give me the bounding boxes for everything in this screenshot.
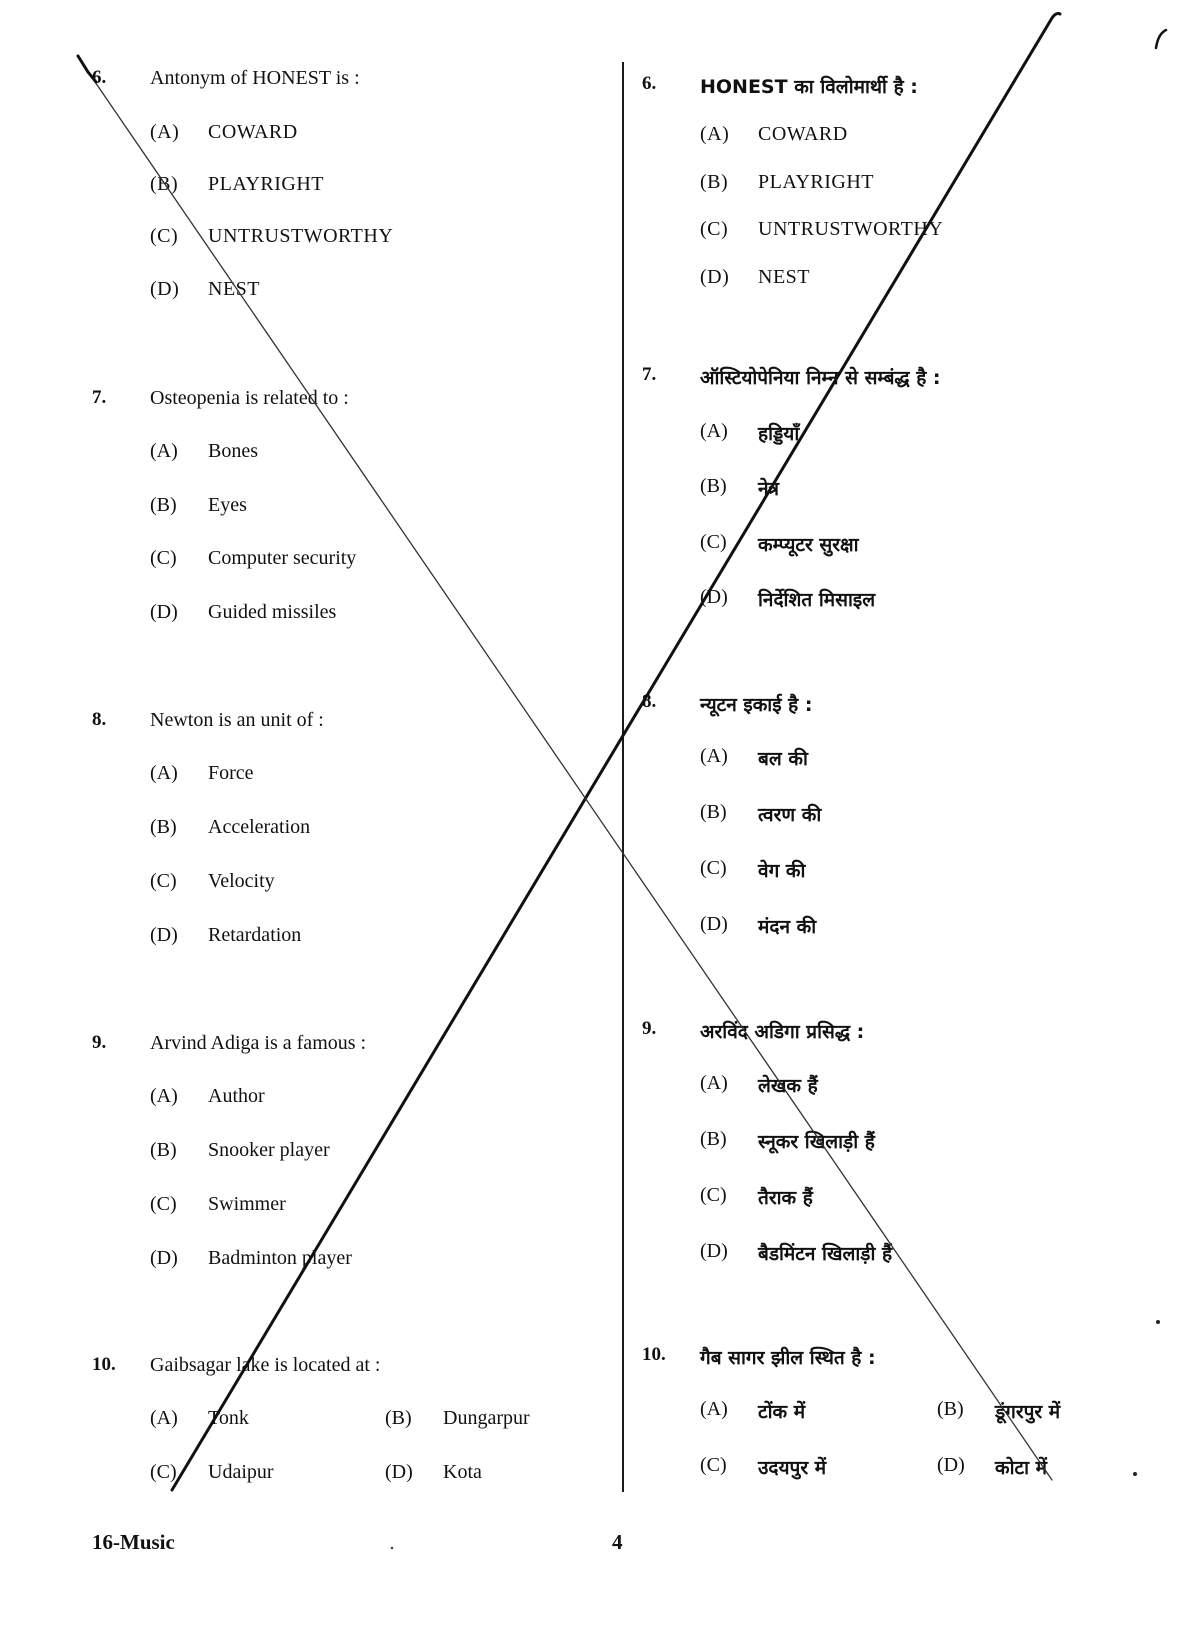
option-label: (C) bbox=[150, 1193, 177, 1215]
question-text: ऑस्टियोपेनिया निम्न से सम्बंद्ध है : bbox=[700, 367, 941, 389]
pen-mark-top-right bbox=[1156, 30, 1166, 48]
option-label: (C) bbox=[700, 1184, 727, 1206]
option-text: कोटा में bbox=[995, 1457, 1047, 1479]
option-label: (B) bbox=[150, 1139, 177, 1161]
option-text: Guided missiles bbox=[208, 601, 337, 623]
option-label: (D) bbox=[700, 266, 730, 288]
option-label: (B) bbox=[385, 1407, 412, 1429]
option-text: निर्देशित मिसाइल bbox=[758, 589, 876, 611]
option-text: उदयपुर में bbox=[758, 1457, 827, 1479]
option-text: Dungarpur bbox=[443, 1407, 530, 1429]
option-label: (A) bbox=[700, 745, 728, 767]
question-text: न्यूटन इकाई है : bbox=[700, 694, 813, 716]
question-text: Arvind Adiga is a famous : bbox=[150, 1032, 367, 1054]
option-label: (A) bbox=[150, 121, 180, 143]
option-text: टोंक में bbox=[758, 1401, 806, 1423]
option-text: Snooker player bbox=[208, 1139, 330, 1161]
option-text: Acceleration bbox=[208, 816, 311, 838]
question-text: गैब सागर झील स्थित है : bbox=[700, 1347, 876, 1369]
option-label: (B) bbox=[700, 801, 727, 823]
option-label: (A) bbox=[700, 123, 730, 145]
option-text: Swimmer bbox=[208, 1193, 286, 1215]
question-number: 10. bbox=[642, 1344, 666, 1365]
page-number: 4 bbox=[612, 1530, 623, 1554]
option-text: Velocity bbox=[208, 870, 275, 892]
option-label: (D) bbox=[937, 1454, 965, 1476]
question-text: HONEST का विलोमार्थी है : bbox=[700, 76, 918, 98]
stray-dot bbox=[1133, 1472, 1137, 1476]
option-text: UNTRUSTWORTHY bbox=[758, 218, 944, 240]
option-text: स्नूकर खिलाड़ी हैं bbox=[758, 1131, 875, 1153]
option-label: (D) bbox=[150, 1247, 178, 1269]
option-label: (A) bbox=[150, 440, 178, 462]
option-label: (B) bbox=[150, 816, 177, 838]
option-text: कम्प्यूटर सुरक्षा bbox=[758, 534, 859, 556]
option-text: लेखक हैं bbox=[758, 1075, 818, 1097]
option-text: COWARD bbox=[208, 121, 298, 143]
option-label: (B) bbox=[700, 171, 729, 193]
option-label: (C) bbox=[700, 531, 727, 553]
option-label: (B) bbox=[150, 173, 179, 195]
option-label: (A) bbox=[700, 1398, 728, 1420]
option-label: (A) bbox=[150, 762, 178, 784]
option-label: (C) bbox=[150, 225, 179, 247]
option-text: PLAYRIGHT bbox=[758, 171, 874, 193]
option-label: (D) bbox=[385, 1461, 413, 1483]
option-text: NEST bbox=[758, 266, 810, 288]
option-text: Force bbox=[208, 762, 254, 784]
option-label: (B) bbox=[150, 494, 177, 516]
option-text: Author bbox=[208, 1085, 265, 1107]
option-label: (C) bbox=[700, 857, 727, 879]
column-divider bbox=[622, 62, 624, 1492]
option-label: (D) bbox=[700, 586, 728, 608]
option-text: Badminton player bbox=[208, 1247, 352, 1269]
option-text: UNTRUSTWORTHY bbox=[208, 225, 394, 247]
option-label: (D) bbox=[700, 913, 728, 935]
option-label: (C) bbox=[150, 870, 177, 892]
option-label: (C) bbox=[700, 1454, 727, 1476]
option-label: (D) bbox=[700, 1240, 728, 1262]
question-number: 8. bbox=[642, 691, 657, 712]
option-text: बल की bbox=[758, 748, 808, 770]
stray-dot bbox=[391, 1547, 394, 1550]
stray-dot bbox=[1156, 1320, 1160, 1324]
option-label: (D) bbox=[150, 924, 178, 946]
option-text: Udaipur bbox=[208, 1461, 274, 1483]
option-text: बैडमिंटन खिलाड़ी हैं bbox=[758, 1243, 893, 1265]
option-label: (C) bbox=[150, 547, 177, 569]
option-label: (D) bbox=[150, 278, 180, 300]
option-text: Bones bbox=[208, 440, 258, 462]
option-text: Retardation bbox=[208, 924, 302, 946]
option-text: त्वरण की bbox=[758, 804, 822, 826]
option-text: मंदन की bbox=[758, 916, 817, 938]
question-text: Newton is an unit of : bbox=[150, 709, 324, 731]
option-label: (B) bbox=[700, 1128, 727, 1150]
option-label: (B) bbox=[700, 475, 727, 497]
question-text: Gaibsagar lake is located at : bbox=[150, 1354, 381, 1376]
option-label: (A) bbox=[150, 1407, 178, 1429]
option-text: तैराक हैं bbox=[758, 1187, 813, 1209]
question-number: 6. bbox=[642, 73, 657, 94]
question-text: अरविंद अडिगा प्रसिद्ध : bbox=[700, 1021, 865, 1043]
option-label: (D) bbox=[150, 601, 178, 623]
option-label: (C) bbox=[150, 1461, 177, 1483]
option-label: (A) bbox=[150, 1085, 178, 1107]
option-text: नेत्र bbox=[758, 478, 780, 500]
option-text: Computer security bbox=[208, 547, 357, 569]
option-text: डूंगरपुर में bbox=[995, 1401, 1061, 1423]
question-text: Antonym of HONEST is : bbox=[150, 67, 360, 89]
option-text: COWARD bbox=[758, 123, 848, 145]
question-number: 9. bbox=[92, 1032, 107, 1053]
option-text: हड्डियाँ bbox=[758, 423, 800, 445]
option-text: NEST bbox=[208, 278, 260, 300]
option-text: Kota bbox=[443, 1461, 482, 1483]
option-text: वेग की bbox=[758, 860, 806, 882]
question-number: 9. bbox=[642, 1018, 657, 1039]
question-number: 7. bbox=[642, 364, 657, 385]
option-label: (A) bbox=[700, 1072, 728, 1094]
question-number: 8. bbox=[92, 709, 107, 730]
question-number: 6. bbox=[92, 67, 107, 88]
question-text: Osteopenia is related to : bbox=[150, 387, 349, 409]
option-text: Tonk bbox=[208, 1407, 249, 1429]
option-label: (B) bbox=[937, 1398, 964, 1420]
option-text: PLAYRIGHT bbox=[208, 173, 324, 195]
question-number: 7. bbox=[92, 387, 107, 408]
option-label: (C) bbox=[700, 218, 729, 240]
paper-code: 16-Music bbox=[92, 1530, 175, 1554]
option-label: (A) bbox=[700, 420, 728, 442]
option-text: Eyes bbox=[208, 494, 247, 516]
question-number: 10. bbox=[92, 1354, 116, 1375]
